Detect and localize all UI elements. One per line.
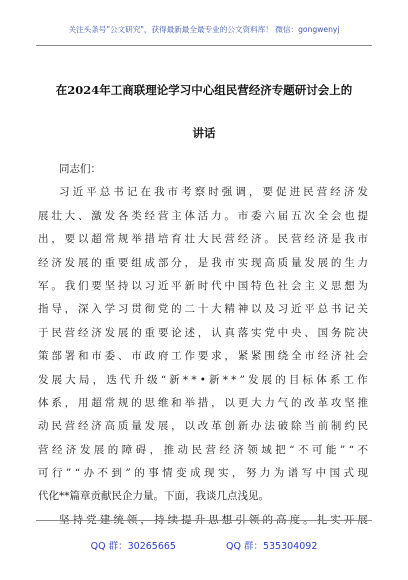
salutation: 同志们：	[59, 163, 101, 175]
body-line: 经 济 发 展 的 重 要 组 成 部 分 ， 是 我 市 实 现 高 质 量 发 展 的 生 力	[38, 256, 368, 269]
page-footer	[0, 538, 408, 552]
body-line: 军 。 我 们 要 坚 持 以 习 近 平 新 时 代 中 国 特 色 社 会 主 义 思 想 为	[38, 279, 368, 292]
document-subtitle: 讲话	[192, 126, 216, 140]
footer-divider	[36, 520, 372, 521]
document-body	[38, 158, 368, 532]
body-line: 指 导 ， 深 入 学 习 贯 彻 党 的 二 十 大 精 神 以 及 习 近 平 总 书 记 关	[38, 303, 368, 316]
body-line: 代化**篇章贡献民企力量。下面，我谈几点浅见。	[38, 490, 269, 503]
body-line: 于 民 营 经 济 发 展 的 重 要 论 述 ， 认 真 落 实 党 中 央 、 国 务 院 决	[38, 326, 368, 339]
page-header	[0, 0, 408, 52]
body-line: 策 部 署 和 市 委 、 市 政 府 工 作 要 求 ， 紧 紧 围 绕 全 市 经 济 社 会	[38, 350, 368, 363]
body-line: 出 ， 要 以 超 常 规 举 措 培 育 壮 大 民 营 经 济 。 民 营 经 济 是 我 市	[38, 233, 368, 246]
body-line: 动 民 营 经 济 高 质 量 发 展 ， 以 改 革 创 新 办 法 破 除 当 前 制 约 民	[38, 420, 368, 433]
body-line: 展 壮 大 、 激 发 各 类 经 营 主 体 活 力 。 市 委 六 届 五 次 全 会 也 提	[38, 209, 368, 222]
body-line: 发 展 大 局 ， 迭 代 升 级 “ 新 * * • 新 * * ” 发 展 的 目 标 体 系 工 作	[38, 373, 368, 386]
body-line: 可 行 ” “ 办 不 到 ” 的 事 情 变 成 现 实 ， 努 力 为 谱 写 中 国 式 现	[38, 467, 368, 480]
document-title: 在2024年工商联理论学习中心组民营经济专题研讨会上的	[55, 83, 353, 97]
header-divider	[36, 45, 372, 46]
body-line: 体 系 ， 用 超 常 规 的 思 维 和 举 措 ， 以 更 大 力 气 的 改 革 攻 坚 推	[38, 396, 368, 409]
header-notice: 关注头条号"公文研究"，获得最新最全最专业的公文资料库！ 微信：gongwenyj	[68, 25, 340, 34]
body-line: 习 近 平 总 书 记 在 我 市 考 察 时 强 调 ， 要 促 进 民 营 经 济 发	[59, 186, 368, 199]
body-line: 营 经 济 发 展 的 障 碍 ， 推 动 民 营 经 济 领 域 把 “ 不 可 能 ” “ 不	[38, 443, 368, 456]
qq-group-1: QQ 群：30265665	[90, 541, 176, 552]
qq-group-2: QQ 群：535304092	[225, 541, 318, 552]
body-line: 坚 持 党 建 统 领 ， 持 续 提 升 思 想 引 领 的 高 度 。 扎 实 开 展	[59, 513, 368, 526]
